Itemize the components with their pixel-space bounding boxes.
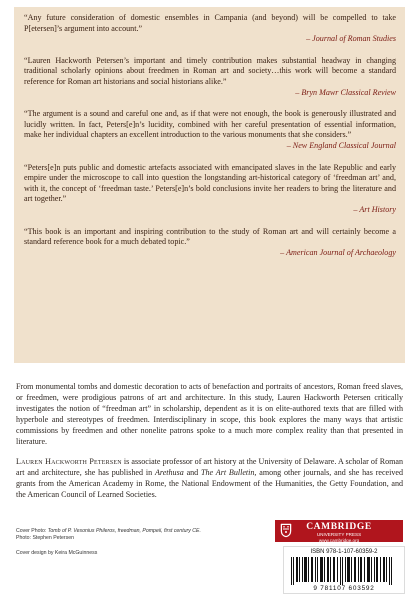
review-item xyxy=(24,227,396,259)
review-source-name: Bryn Mawr Classical Review xyxy=(301,87,396,97)
barcode-digits: 9 781107 603592 xyxy=(313,585,375,592)
journal-title: The Art Bulletin xyxy=(201,468,255,478)
review-source xyxy=(24,205,396,216)
cover-credits xyxy=(16,528,246,557)
review-quote: “Lauren Hackworth Petersen’s important and timely contribution makes substantial headway in changing traditional scholarly opinions about freedmen in Roman art and society…this work will become a standard reference for Roman art historians and social historians alike.” xyxy=(24,55,396,86)
review-source xyxy=(24,248,396,259)
review-source xyxy=(24,88,396,99)
review-source-name: American Journal of Archaeology xyxy=(286,247,396,257)
isbn-barcode-block xyxy=(283,546,405,594)
bio-text: and xyxy=(183,468,202,478)
source-dash: – xyxy=(306,34,311,44)
cover-photo-date: first century CE. xyxy=(164,528,201,534)
review-source xyxy=(24,34,396,45)
review-item xyxy=(24,109,396,151)
blurb-section xyxy=(14,363,405,501)
reviews-panel xyxy=(14,7,405,363)
review-quote: “This book is an important and inspiring contribution to the study of Roman art and will certainly become a standard reference book for a much debated topic.” xyxy=(24,226,396,247)
review-source xyxy=(24,141,396,152)
publisher-name: CAMBRIDGE xyxy=(306,522,372,532)
cover-photo-label: Cover Photo: xyxy=(16,528,48,534)
cover-photo-title: Tomb of P. Vesonius Phileros, freedman, Pompeii, xyxy=(47,528,163,534)
cover-design-credit: Cover design by Keira McGuinness xyxy=(16,550,98,556)
isbn-label: ISBN 978-1-107-60359-2 xyxy=(310,549,378,555)
photo-credit: Photo: Stephen Petersen xyxy=(16,535,74,541)
cambridge-crest-icon xyxy=(280,523,292,538)
publisher-name-line2: UNIVERSITY PRESS xyxy=(316,532,362,537)
review-quote: “Peters[e]n puts public and domestic artefacts associated with emancipated slaves in the late Republic and early empire under the microscope to call into question the longstanding art-historical category of ‘freedman art’ and, with it, the concept of ‘freedman taste.’ Peters[e]n’s bold conclusions invite her readers to bring the literature and art together.” xyxy=(24,162,396,204)
barcode-graphic xyxy=(289,557,399,585)
review-quote: “The argument is a sound and careful one and, as if that were not enough, the book is generously illustrated and lucidly written. In fact, Peters[e]n’s lucidity, combined with her careful presentation of essential information, make her individual chapters an excellent introduction to the various monuments that she considers.” xyxy=(24,109,396,140)
source-dash: – xyxy=(295,87,300,97)
bio-text: is associate professor of art history at the University of Delaware. A scholar of Roman art and architecture, she has published in xyxy=(16,457,403,478)
author-bio xyxy=(16,457,403,501)
author-name: Lauren Hackworth Petersen xyxy=(16,457,122,467)
book-description: From monumental tombs and domestic decoration to acts of benefaction and portraits of ancestors, Roman freed slaves, or freedmen, were prodigious patrons of art and architecture. In this study, Lauren Hackworth Petersen critically investigates the notion of “freedman art” in scholarship, dependent as it is on elite-authored texts that are filled with hyperbole and stereotypes of freedmen. Interdisciplinary in scope, this book explores the many ways that artistic commissions by freedmen and other nonelite patrons spoke to a much more complex reality than that presented in literature. xyxy=(16,382,403,446)
bio-text: , among other journals, and she has received grants from the American Academy in Rome, the National Endowment of the Humanities, the Getty Foundation, and the American Council of Learned Societies. xyxy=(16,468,403,500)
cover-photo-credit xyxy=(16,528,246,535)
review-item xyxy=(24,163,396,216)
source-dash: – xyxy=(353,204,358,214)
journal-title: Arethusa xyxy=(154,468,184,478)
review-source-name: New England Classical Journal xyxy=(292,140,396,150)
review-item xyxy=(24,56,396,98)
source-dash: – xyxy=(286,140,291,150)
review-source-name: Journal of Roman Studies xyxy=(312,34,396,44)
review-quote: “Any future consideration of domestic ensembles in Campania (and beyond) will be compelled to take P[etersen]’s argument into account.” xyxy=(24,13,396,33)
review-item xyxy=(24,13,396,45)
publisher-url: www.cambridge.org xyxy=(318,538,360,543)
source-dash: – xyxy=(280,247,285,257)
publisher-logo-block xyxy=(275,520,403,542)
review-source-name: Art History xyxy=(359,204,396,214)
